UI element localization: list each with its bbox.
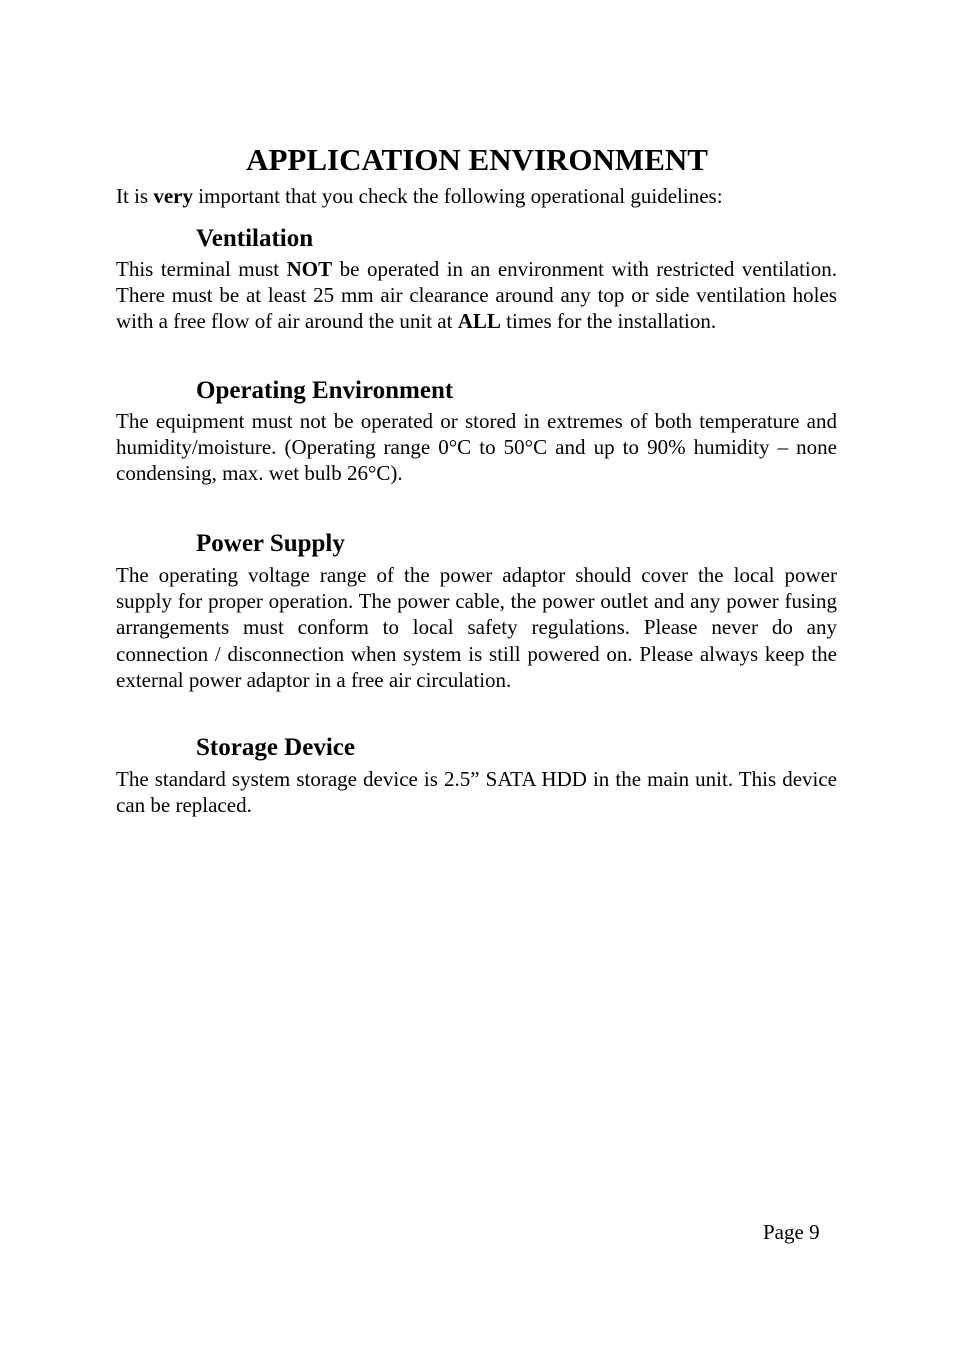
storage-device-body: The standard system storage device is 2.5” SATA HDD in the main unit. This device can be replaced. xyxy=(116,767,837,818)
ventilation-text-2: be operated in an environment with restricted ventilation. There must be at least 25 mm air clearance around any top or side ventilation holes with a free flow of air around the unit at xyxy=(116,257,837,334)
ventilation-heading: Ventilation xyxy=(196,225,314,252)
ventilation-text-3: times for the installation. xyxy=(500,309,717,334)
operating-environment-body: The equipment must not be operated or stored in extremes of both temperature and humidity/moisture. (Operating range 0°C to 50°C and up to 90% humidity – none condensing, max. wet bulb 26°C). xyxy=(116,409,837,486)
page-number: Page 9 xyxy=(763,1220,820,1244)
intro-paragraph xyxy=(116,183,837,209)
storage-device-heading: Storage Device xyxy=(196,734,355,761)
intro-text-after: important that you check the following operational guidelines: xyxy=(193,184,723,208)
ventilation-body xyxy=(116,256,837,335)
ventilation-emphasis-not: NOT xyxy=(286,257,333,281)
intro-emphasis: very xyxy=(153,184,193,208)
operating-environment-heading: Operating Environment xyxy=(196,377,454,404)
intro-text-before: It is xyxy=(116,184,154,208)
ventilation-text-1: This terminal must xyxy=(116,257,287,281)
page-title: APPLICATION ENVIRONMENT xyxy=(246,142,708,177)
power-supply-heading: Power Supply xyxy=(196,530,345,557)
power-supply-body: The operating voltage range of the power adaptor should cover the local power supply for proper operation. The power cable, the power outlet and any power fusing arrangements must conform to local safety regulations. Please never do any connection / disconnection when system is still powered on. Please always keep the external power adaptor in a free air circulation. xyxy=(116,563,837,692)
ventilation-emphasis-all: ALL xyxy=(457,309,501,334)
